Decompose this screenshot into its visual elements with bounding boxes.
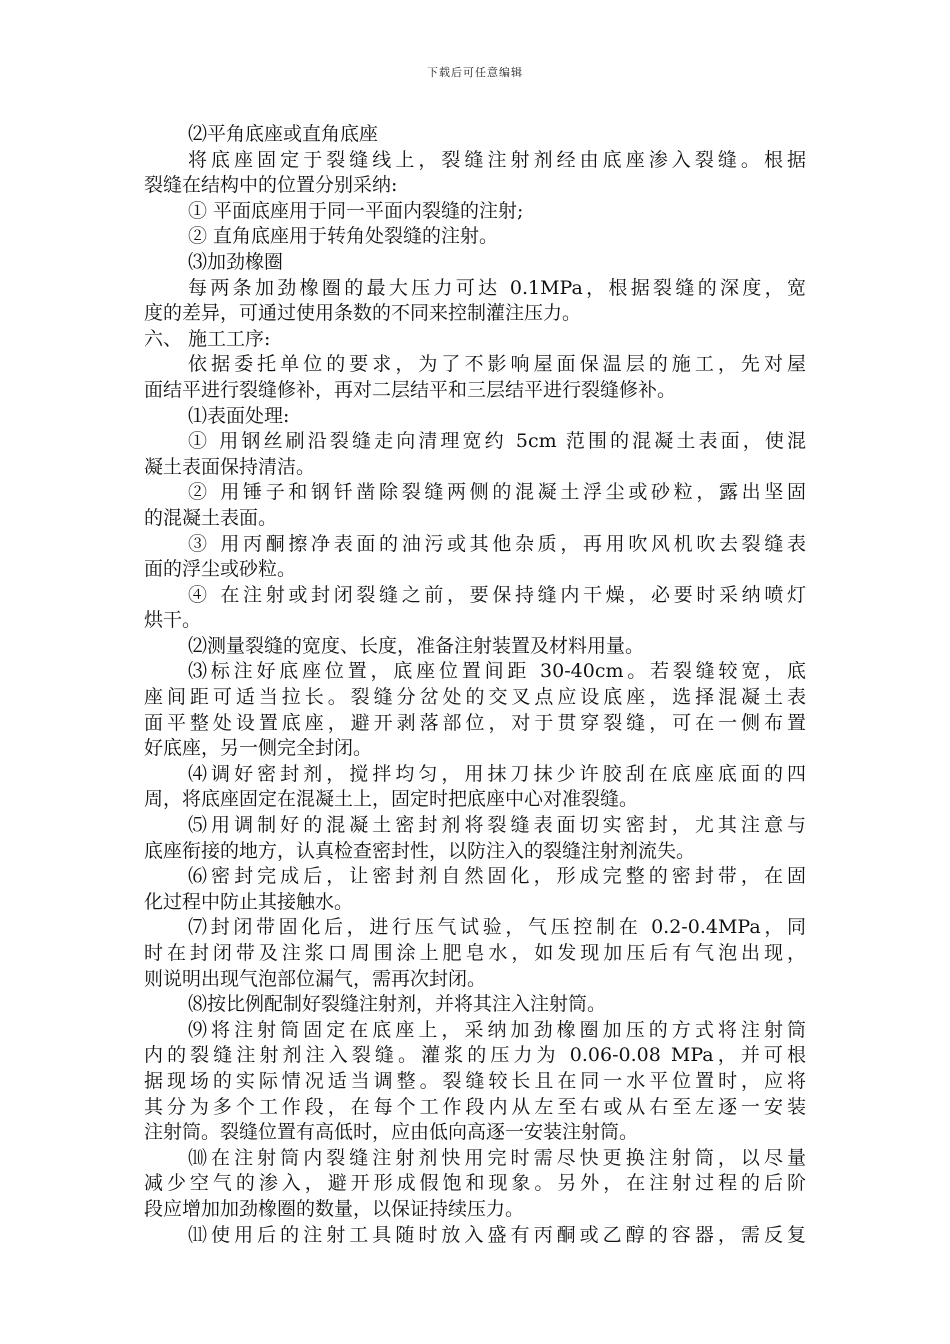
text-line: 六、 施工工序: xyxy=(144,327,271,350)
text-line: ⑷调好密封剂，搅拌均匀，用抹刀抹少许胶刮在底座底面的四 xyxy=(188,762,806,785)
text-line: ② 用锤子和钢钎凿除裂缝两侧的混凝土浮尘或砂粒，露出坚固 xyxy=(188,481,806,504)
text-line: ⑶标注好底座位置，底座位置间距 30-40cm。若裂缝较宽，底 xyxy=(188,660,806,683)
text-line: ⑶加劲橡圈 xyxy=(188,250,284,273)
text-line: 周，将底座固定在混凝土上，固定时把底座中心对准裂缝。 xyxy=(144,788,639,811)
text-line: 注射筒。裂缝位置有高低时，应由低向高逐一安装注射筒。 xyxy=(144,1121,639,1144)
text-line: 其分为多个工作段，在每个工作段内从左至右或从右至左逐一安装 xyxy=(144,1095,806,1118)
text-line: ⑺封闭带固化后，进行压气试验，气压控制在 0.2-0.4MPa，同 xyxy=(188,916,806,939)
text-line: 度的差异，可通过使用条数的不同来控制灌注压力。 xyxy=(144,302,582,325)
text-line: 每两条加劲橡圈的最大压力可达 0.1MPa，根据裂缝的深度，宽 xyxy=(188,276,806,299)
text-line: 则说明出现气泡部位漏气，需再次封闭。 xyxy=(144,967,487,990)
text-line: 底座衔接的地方，认真检查密封性，以防注入的裂缝注射剂流失。 xyxy=(144,839,696,862)
text-line: 化过程中防止其接触水。 xyxy=(144,890,354,913)
text-line: ① 平面底座用于同一平面内裂缝的注射; xyxy=(188,199,524,222)
text-line: 内的裂缝注射剂注入裂缝。灌浆的压力为 0.06-0.08 MPa，并可根 xyxy=(144,1044,806,1067)
text-line: ⑴表面处理: xyxy=(188,404,290,427)
text-line: 减少空气的渗入，避开形成假饱和现象。另外，在注射过程的后阶 xyxy=(144,1172,806,1195)
text-line: ⑽在注射筒内裂缝注射剂快用完时需尽快更换注射筒，以尽量 xyxy=(188,1146,806,1169)
text-line: ⑸用调制好的混凝土密封剂将裂缝表面切实密封，尤其注意与 xyxy=(188,814,806,837)
text-line: 时在封闭带及注浆口周围涂上肥皂水，如发现加压后有气泡出现， xyxy=(144,942,806,964)
text-line: 面平整处设置底座，避开剥落部位，对于贯穿裂缝，可在一侧布置 xyxy=(144,711,806,734)
text-line: ⑵平角底座或直角底座 xyxy=(188,123,379,145)
page-header: 下载后可任意编辑 xyxy=(427,66,523,79)
text-line: 据现场的实际情况适当调整。裂缝较长且在同一水平位置时，应将 xyxy=(144,1069,806,1092)
text-line: 的混凝土表面。 xyxy=(144,506,278,529)
text-line: ② 直角底座用于转角处裂缝的注射。 xyxy=(188,225,499,248)
text-line: ⑹密封完成后，让密封剂自然固化，形成完整的密封带，在固 xyxy=(188,865,806,888)
text-line: ⑼将注射筒固定在底座上，采纳加劲橡圈加压的方式将注射筒 xyxy=(188,1018,806,1041)
text-line: 段应增加加劲橡圈的数量，以保证持续压力。 xyxy=(144,1197,525,1220)
text-line: 将底座固定于裂缝线上，裂缝注射剂经由底座渗入裂缝。根据 xyxy=(188,148,806,171)
text-line: ⑾使用后的注射工具随时放入盛有丙酮或乙醇的容器，需反复 xyxy=(188,1223,806,1246)
text-line: ⑻按比例配制好裂缝注射剂，并将其注入注射筒。 xyxy=(188,993,607,1016)
document-body xyxy=(144,122,806,1248)
text-line: ① 用钢丝刷沿裂缝走向清理宽约 5cm 范围的混凝土表面，使混 xyxy=(188,430,806,453)
text-line: ④ 在注射或封闭裂缝之前，要保持缝内干燥，必要时采纳喷灯 xyxy=(188,583,806,606)
text-line: 凝土表面保持清洁。 xyxy=(144,455,316,478)
text-line: 烘干。 xyxy=(144,609,202,632)
text-line: ③ 用丙酮擦净表面的油污或其他杂质，再用吹风机吹去裂缝表 xyxy=(188,532,806,555)
text-line: 依据委托单位的要求，为了不影响屋面保温层的施工，先对屋 xyxy=(188,353,806,376)
text-line: 好底座，另一侧完全封闭。 xyxy=(144,737,373,760)
text-line: 座间距可适当拉长。裂缝分岔处的交叉点应设底座，选择混凝土表 xyxy=(144,686,806,709)
text-line: ⑵测量裂缝的宽度、长度，准备注射装置及材料用量。 xyxy=(188,634,645,657)
text-line: 面结平进行裂缝修补，再对二层结平和三层结平进行裂缝修补。 xyxy=(144,378,677,401)
text-line: 裂缝在结构中的位置分别采纳: xyxy=(144,174,398,197)
text-line: 面的浮尘或砂粒。 xyxy=(144,558,297,581)
